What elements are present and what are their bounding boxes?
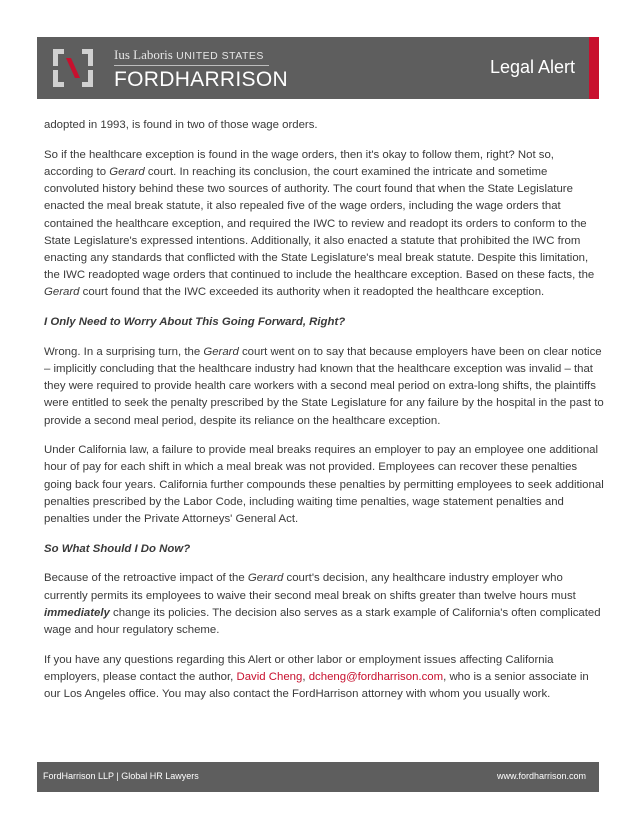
email-link[interactable]: dcheng@fordharrison.com [308,670,444,683]
article-body [44,117,604,716]
text-run: change its policies. The decision also serves as a stark example of California's often complicated wage and hour regulatory scheme. [44,606,601,637]
logo-tagline [114,47,264,63]
case-name: Gerard [203,345,239,358]
header-bar [37,37,599,99]
text-run: , [302,670,309,683]
text-run: Wrong. In a surprising turn, the [44,345,204,358]
logo-tagline-main: Ius Laboris [114,47,173,62]
case-name: Gerard [44,286,80,299]
paragraph-5 [44,570,604,639]
logo-tagline-sub: UNITED STATES [176,50,264,62]
author-link[interactable]: David Cheng [236,670,303,683]
text-run: , who is a senior associate in our Los Angeles office. You may also contact the FordHarrison attorney with whom you usually work. [44,670,589,701]
text-run: Because of the retroactive impact of the [44,572,248,585]
paragraph-4: Under California law, a failure to provide meal breaks requires an employer to pay an employee one additional hour of pay for each shift in which a meal break was not provided. Employees can recover these penalties going back four years. California further compounds these penalties by permitting employees to seek additional penalties prescribed by the Labor Code, including waiting time penalties, wage statement penalties and penalties under the Private Attorneys' General Act. [44,444,604,526]
case-name: Gerard [109,165,145,178]
logo-wordmark: FORDHARRISON [114,68,288,91]
text-run: So if the healthcare exception is found in the wage orders, then it's okay to follow them, right? Not so, according to [44,148,554,178]
logo-divider [114,65,269,66]
text-run: court found that the IWC exceeded its authority when it readopted the healthcare exception. [79,286,545,299]
case-name: Gerard [247,572,284,585]
footer-bar [37,762,599,792]
text-run: court went on to say that because employers have been on clear notice – implicitly concluding that the healthcare industry had known that the healthcare exception was invalid – that they were required to provide health care workers with a second meal period on extra-long shifts, the plaintiffs were entitled to seek the penalty prescribed by the State Legislature for any failure by the hospital in the past to provide a second meal period, despite its reliance on the healthcare exception. [44,345,604,427]
page-title: Legal Alert [489,57,575,77]
text-run: If you have any questions regarding this Alert or other labor or employment issues affecting California employers, please contact the author, [44,653,554,683]
footer-website-link[interactable]: www.fordharrison.com [496,771,586,781]
text-run: court's decision, any healthcare industry employer who currently permits its employees to waive their second meal break on shifts greater than twelve hours must [44,572,576,602]
paragraph-1: adopted in 1993, is found in two of those wage orders. [44,119,318,131]
text-run: court. In reaching its conclusion, the court examined the intricate and sometime convoluted history behind these two sources of authority. The court found that when the State Legislature enacted the meal break statute, it also repealed five of the wage orders, including the wage orders that contained the healthcare exception, and required the IWC to review and readopt its orders to conform to the State Legislature's expressed intentions. Additionally, it also enacted a statute that prohibited the IWC from enacting any standards that conflicted with the State Legislature's meal break statute. Despite this limitation, the IWC readopted wage orders that continued to include the healthcare exception. Based on these facts, the [44,165,595,282]
section-heading-1: I Only Need to Worry About This Going Forward, Right? [44,316,346,329]
section-heading-2: So What Should I Do Now? [44,542,191,555]
footer-firm-name: FordHarrison LLP | Global HR Lawyers [43,771,199,781]
paragraph-6 [44,652,604,704]
paragraph-2 [44,147,604,302]
header-accent-stripe [589,37,599,99]
fordharrison-logo-icon [53,49,93,87]
paragraph-3 [44,344,604,430]
emphasis-immediately: immediately [44,606,110,619]
